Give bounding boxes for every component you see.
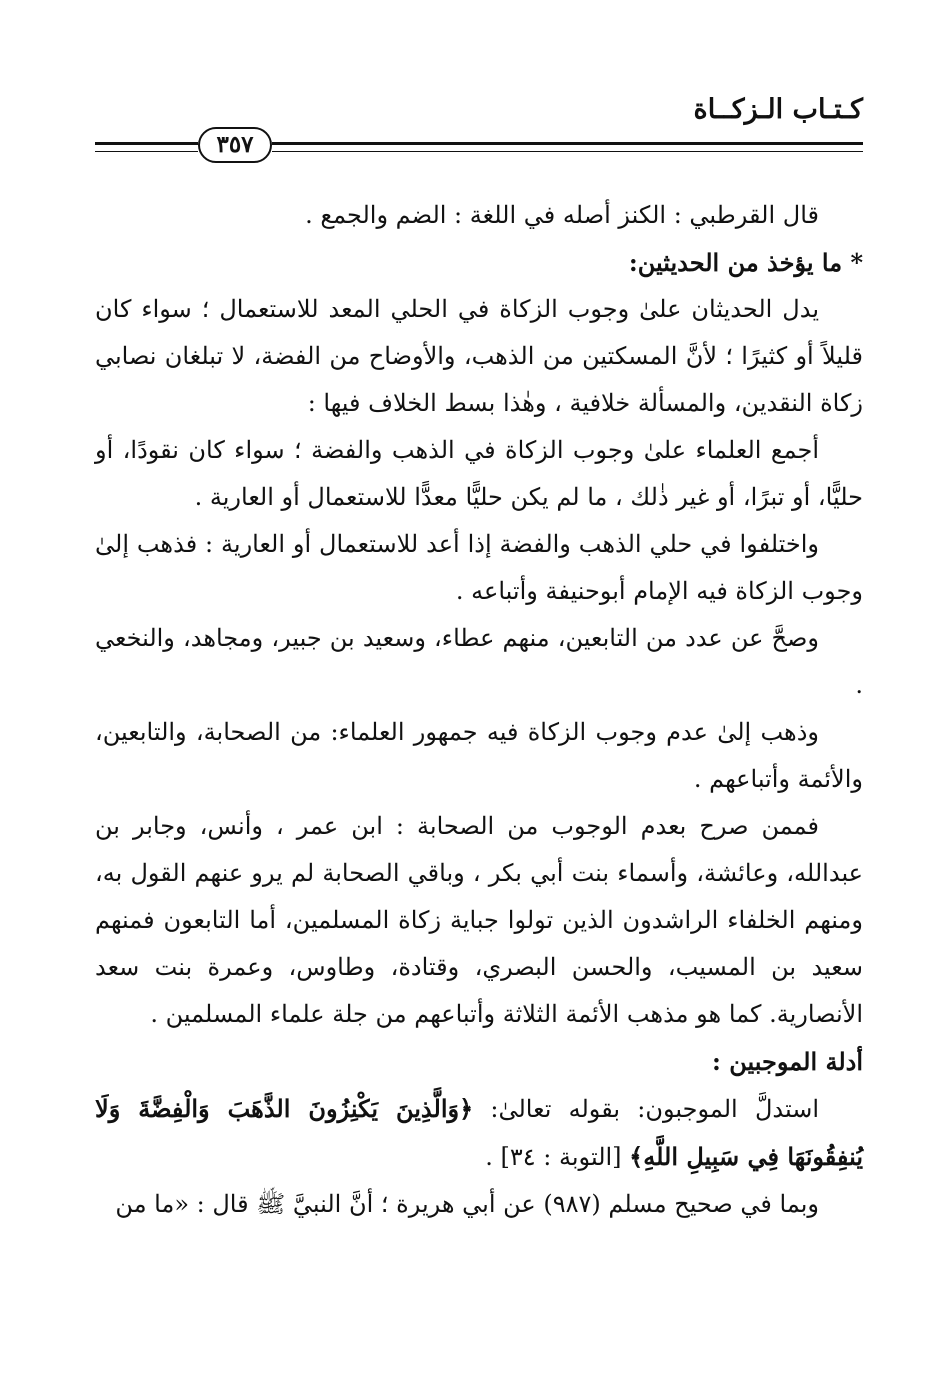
paragraph-verse-evidence xyxy=(95,1085,863,1181)
page-number-badge: ٣٥٧ xyxy=(198,127,272,163)
qurtubi-quote: قال القرطبي : الكنز أصله في اللغة : الضم والجمع . xyxy=(305,201,819,229)
evidence-intro: استدلَّ الموجبون: بقوله تعالىٰ: xyxy=(473,1095,819,1123)
section-heading-lessons: * ما يؤخذ من الحديثين: xyxy=(628,248,863,277)
paragraph-tabiin: وصحَّ عن عدد من التابعين، منهم عطاء، وسعيد بن جبير، ومجاهد، والنخعي . xyxy=(95,624,863,699)
paragraph-majority: وذهب إلىٰ عدم وجوب الزكاة فيه جمهور العلماء: من الصحابة، والتابعين، والأئمة وأتباعهم . xyxy=(95,718,863,793)
verse-reference: [التوبة : ٣٤] . xyxy=(485,1143,630,1171)
paragraph-companions: فممن صرح بعدم الوجوب من الصحابة : ابن عمر ، وأنس، وجابر بن عبدالله، وعائشة، وأسماء بنت أبي بكر ، وباقي الصحابة لم يرو عنهم القول به، ومنهم الخلفاء الراشدون الذين تولوا جباية زكاة المسلمين، أما التابعون فمنهم سعيد بن المسيب، والحسن البصري، وقتادة، وطاوس، وعمرة بنت سعد الأنصارية. كما هو مذهب الأئمة الثلاثة وأتباعهم من جلة علماء المسلمين . xyxy=(95,812,863,1028)
paragraph-jewelry-zakat: يدل الحديثان علىٰ وجوب الزكاة في الحلي المعد للاستعمال ؛ سواء كان قليلاً أو كثيرًا ؛ لأنَّ المسكتين من الذهب، والأوضاح من الفضة، لا تبلغان نصابي زكاة النقدين، والمسألة خلافية ، وهٰذا بسط الخلاف فيها : xyxy=(95,295,863,417)
page-body xyxy=(95,192,863,1228)
paragraph-hadith-evidence: وبما في صحيح مسلم (٩٨٧) عن أبي هريرة ؛ أنَّ النبيَّ ﷺ قال : «ما من xyxy=(115,1190,819,1218)
quran-verse: ﴿وَالَّذِينَ يَكْنِزُونَ الذَّهَبَ وَالْفِضَّةَ وَلَا يُنفِقُونَهَا فِي سَبِيلِ اللَّهِ﴾ xyxy=(95,1094,863,1171)
running-head-title: كـتـاب الـزكــاة xyxy=(693,94,863,125)
header-rule-right xyxy=(272,142,863,152)
header-rule-left xyxy=(95,142,198,152)
paragraph-disagreement: واختلفوا في حلي الذهب والفضة إذا أعد للاستعمال أو العارية : فذهب إلىٰ وجوب الزكاة فيه الإمام أبوحنيفة وأتباعه . xyxy=(95,530,863,605)
paragraph-consensus: أجمع العلماء علىٰ وجوب الزكاة في الذهب والفضة ؛ سواء كان نقودًا، أو حليًّا، أو تبرًا، أو غير ذٰلك ، ما لم يكن حليًّا معدًّا للاستعمال أو العارية . xyxy=(95,436,863,511)
section-heading-evidence: أدلة الموجبين : xyxy=(712,1047,863,1076)
